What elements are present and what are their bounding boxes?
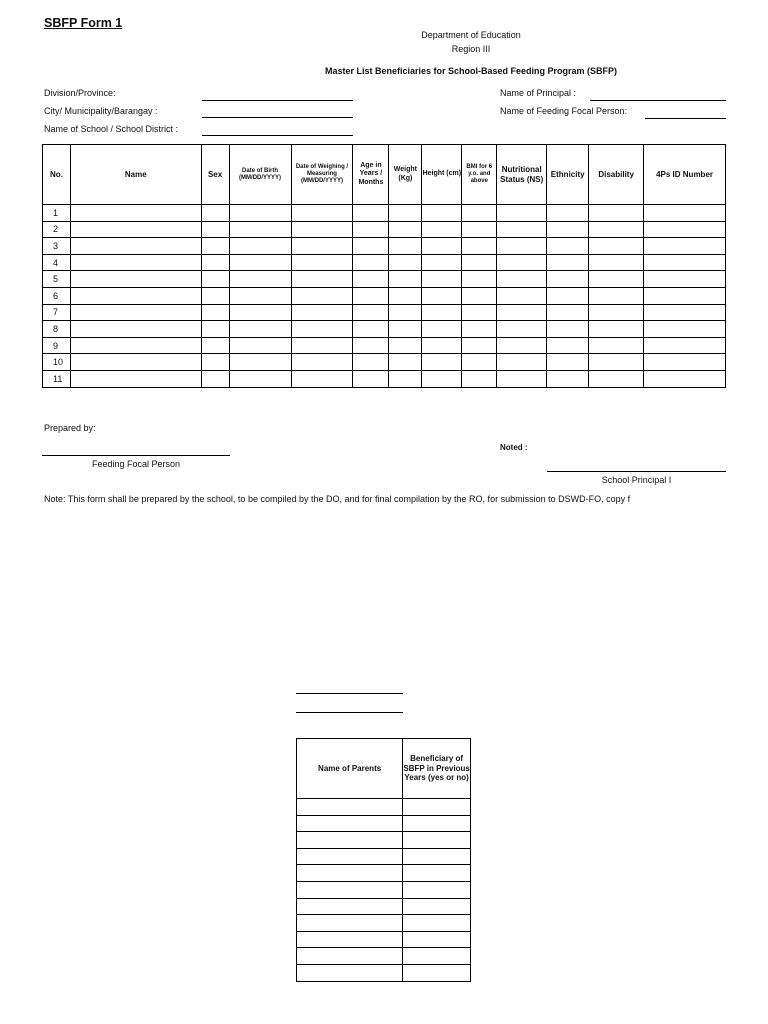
division-field[interactable] <box>202 100 353 101</box>
table-cell[interactable] <box>422 205 462 222</box>
table-cell[interactable] <box>70 370 201 387</box>
table-cell[interactable] <box>547 221 589 238</box>
school-principal-label: School Principal I <box>601 475 672 485</box>
table-row <box>43 254 726 271</box>
blank-line-2[interactable] <box>296 712 403 713</box>
parents-table-cell[interactable] <box>403 964 471 981</box>
table-cell[interactable] <box>389 238 422 255</box>
table-cell[interactable] <box>291 287 353 304</box>
table-cell[interactable] <box>291 205 353 222</box>
col-disability: Disability <box>589 145 644 205</box>
table-cell[interactable] <box>644 254 726 271</box>
table-cell[interactable] <box>353 321 389 338</box>
table-cell[interactable] <box>291 304 353 321</box>
table-cell[interactable] <box>70 221 201 238</box>
table-cell[interactable] <box>462 271 497 288</box>
parents-table-cell[interactable] <box>297 799 403 816</box>
table-row <box>43 304 726 321</box>
table-cell[interactable] <box>389 287 422 304</box>
table-cell[interactable] <box>589 238 644 255</box>
table-row <box>43 221 726 238</box>
table-cell[interactable] <box>229 254 291 271</box>
table-cell[interactable] <box>644 370 726 387</box>
table-row <box>43 271 726 288</box>
table-cell[interactable] <box>70 254 201 271</box>
table-cell[interactable] <box>547 287 589 304</box>
parents-table-row <box>297 881 471 898</box>
table-cell[interactable] <box>547 354 589 371</box>
parents-table-cell[interactable] <box>297 848 403 865</box>
form-note: Note: This form shall be prepared by the school, to be compiled by the DO, and for final compilation by the RO, for submission to DSWD-FO, copy f <box>44 494 631 504</box>
table-cell[interactable] <box>644 304 726 321</box>
parents-table-row <box>297 948 471 965</box>
parents-table <box>296 738 471 982</box>
table-cell[interactable] <box>462 238 497 255</box>
table-row <box>43 337 726 354</box>
table-row <box>43 354 726 371</box>
parents-table-cell[interactable] <box>403 832 471 849</box>
table-cell[interactable] <box>291 221 353 238</box>
table-cell[interactable] <box>422 370 462 387</box>
table-cell[interactable] <box>644 287 726 304</box>
table-cell[interactable] <box>589 221 644 238</box>
row-number: 4 <box>43 254 71 271</box>
table-cell[interactable] <box>291 370 353 387</box>
table-cell[interactable] <box>422 304 462 321</box>
col-nutritional-status: Nutritional Status (NS) <box>497 145 547 205</box>
parents-table-cell[interactable] <box>403 799 471 816</box>
table-cell[interactable] <box>201 354 229 371</box>
table-cell[interactable] <box>497 321 547 338</box>
parents-table-cell[interactable] <box>297 964 403 981</box>
table-cell[interactable] <box>644 321 726 338</box>
table-cell[interactable] <box>389 254 422 271</box>
table-cell[interactable] <box>201 205 229 222</box>
blank-line-1[interactable] <box>296 693 403 694</box>
table-cell[interactable] <box>497 205 547 222</box>
table-cell[interactable] <box>422 238 462 255</box>
table-cell[interactable] <box>201 321 229 338</box>
table-row <box>43 321 726 338</box>
document-title: Master List Beneficiaries for School-Based Feeding Program (SBFP) <box>324 66 618 76</box>
table-cell[interactable] <box>389 221 422 238</box>
table-cell[interactable] <box>229 238 291 255</box>
col-date-of-weighing: Date of Weighing / Measuring (MM/DD/YYYY) <box>291 145 353 205</box>
col-age: Age in Years / Months <box>353 145 389 205</box>
noted-label: Noted : <box>500 443 528 452</box>
table-cell[interactable] <box>547 321 589 338</box>
table-cell[interactable] <box>353 354 389 371</box>
table-cell[interactable] <box>497 287 547 304</box>
table-cell[interactable] <box>644 337 726 354</box>
table-cell[interactable] <box>422 354 462 371</box>
row-number: 8 <box>43 321 71 338</box>
table-cell[interactable] <box>201 271 229 288</box>
prepared-by-label: Prepared by: <box>44 423 96 433</box>
parents-table-cell[interactable] <box>403 865 471 882</box>
table-cell[interactable] <box>547 337 589 354</box>
table-cell[interactable] <box>229 337 291 354</box>
table-cell[interactable] <box>547 238 589 255</box>
table-cell[interactable] <box>422 221 462 238</box>
table-cell[interactable] <box>589 370 644 387</box>
table-cell[interactable] <box>644 354 726 371</box>
table-cell[interactable] <box>70 337 201 354</box>
table-cell[interactable] <box>497 238 547 255</box>
table-cell[interactable] <box>291 337 353 354</box>
row-number: 9 <box>43 337 71 354</box>
table-cell[interactable] <box>353 221 389 238</box>
city-field[interactable] <box>202 117 353 118</box>
col-4ps-id: 4Ps ID Number <box>644 145 726 205</box>
table-cell[interactable] <box>229 304 291 321</box>
table-cell[interactable] <box>462 354 497 371</box>
table-cell[interactable] <box>291 354 353 371</box>
parents-table-cell[interactable] <box>297 915 403 932</box>
table-cell[interactable] <box>589 304 644 321</box>
table-cell[interactable] <box>291 238 353 255</box>
table-cell[interactable] <box>547 304 589 321</box>
table-cell[interactable] <box>229 370 291 387</box>
table-cell[interactable] <box>422 337 462 354</box>
col-height: Height (cm) <box>422 145 462 205</box>
parents-table-cell[interactable] <box>403 815 471 832</box>
table-cell[interactable] <box>589 354 644 371</box>
focal-person-label: Name of Feeding Focal Person: <box>500 106 628 116</box>
table-cell[interactable] <box>201 370 229 387</box>
table-cell[interactable] <box>389 354 422 371</box>
table-cell[interactable] <box>462 337 497 354</box>
parents-table-row <box>297 915 471 932</box>
table-cell[interactable] <box>70 321 201 338</box>
row-number: 6 <box>43 287 71 304</box>
row-number: 3 <box>43 238 71 255</box>
table-cell[interactable] <box>462 304 497 321</box>
parents-table-cell[interactable] <box>297 815 403 832</box>
table-cell[interactable] <box>389 370 422 387</box>
department-heading: Department of Education <box>421 30 521 40</box>
table-cell[interactable] <box>353 287 389 304</box>
parents-table-cell[interactable] <box>297 948 403 965</box>
table-cell[interactable] <box>644 221 726 238</box>
table-cell[interactable] <box>462 287 497 304</box>
row-number: 7 <box>43 304 71 321</box>
table-row <box>43 287 726 304</box>
parents-table-cell[interactable] <box>297 881 403 898</box>
col-name-of-parents: Name of Parents <box>297 739 403 799</box>
parents-table-cell[interactable] <box>403 948 471 965</box>
table-cell[interactable] <box>70 271 201 288</box>
parents-table-cell[interactable] <box>403 848 471 865</box>
table-cell[interactable] <box>547 254 589 271</box>
table-cell[interactable] <box>201 238 229 255</box>
col-ethnicity: Ethnicity <box>547 145 589 205</box>
table-cell[interactable] <box>229 321 291 338</box>
table-cell[interactable] <box>229 205 291 222</box>
table-cell[interactable] <box>497 354 547 371</box>
table-cell[interactable] <box>353 337 389 354</box>
col-name: Name <box>70 145 201 205</box>
table-cell[interactable] <box>589 205 644 222</box>
table-cell[interactable] <box>589 337 644 354</box>
school-field[interactable] <box>202 135 353 136</box>
table-cell[interactable] <box>201 287 229 304</box>
table-cell[interactable] <box>389 304 422 321</box>
table-cell[interactable] <box>589 254 644 271</box>
row-number: 10 <box>43 354 71 371</box>
table-cell[interactable] <box>589 271 644 288</box>
table-cell[interactable] <box>201 254 229 271</box>
table-cell[interactable] <box>229 221 291 238</box>
table-cell[interactable] <box>497 271 547 288</box>
beneficiaries-table <box>42 144 726 388</box>
table-cell[interactable] <box>589 321 644 338</box>
parents-table-row <box>297 964 471 981</box>
parents-table-row <box>297 931 471 948</box>
table-cell[interactable] <box>547 370 589 387</box>
parents-table-cell[interactable] <box>403 881 471 898</box>
col-beneficiary-previous-years: Beneficiary of SBFP in Previous Years (yes or no) <box>403 739 471 799</box>
row-number: 11 <box>43 370 71 387</box>
table-cell[interactable] <box>462 370 497 387</box>
table-cell[interactable] <box>589 287 644 304</box>
table-cell[interactable] <box>644 271 726 288</box>
table-cell[interactable] <box>389 205 422 222</box>
row-number: 5 <box>43 271 71 288</box>
table-cell[interactable] <box>462 205 497 222</box>
parents-table-row <box>297 799 471 816</box>
school-label: Name of School / School District : <box>44 124 179 134</box>
parents-table-cell[interactable] <box>403 915 471 932</box>
parents-table-row <box>297 865 471 882</box>
table-cell[interactable] <box>422 287 462 304</box>
table-cell[interactable] <box>644 238 726 255</box>
table-cell[interactable] <box>70 287 201 304</box>
col-weight: Weight (Kg) <box>389 145 422 205</box>
focal-person-field[interactable] <box>645 118 726 119</box>
parents-table-cell[interactable] <box>297 898 403 915</box>
table-cell[interactable] <box>70 238 201 255</box>
table-cell[interactable] <box>497 221 547 238</box>
table-cell[interactable] <box>201 221 229 238</box>
col-bmi: BMI for 6 y.o. and above <box>462 145 497 205</box>
table-cell[interactable] <box>422 271 462 288</box>
table-cell[interactable] <box>389 337 422 354</box>
parents-table-cell[interactable] <box>403 931 471 948</box>
principal-label: Name of Principal : <box>500 88 577 98</box>
row-number: 1 <box>43 205 71 222</box>
parents-table-row <box>297 832 471 849</box>
table-row <box>43 370 726 387</box>
col-sex: Sex <box>201 145 229 205</box>
parents-table-cell[interactable] <box>297 832 403 849</box>
table-cell[interactable] <box>497 254 547 271</box>
parents-table-cell[interactable] <box>403 898 471 915</box>
table-row <box>43 238 726 255</box>
table-cell[interactable] <box>70 304 201 321</box>
table-cell[interactable] <box>353 254 389 271</box>
table-header-row <box>43 145 726 205</box>
parents-table-cell[interactable] <box>297 931 403 948</box>
table-cell[interactable] <box>201 304 229 321</box>
table-cell[interactable] <box>462 321 497 338</box>
table-cell[interactable] <box>462 254 497 271</box>
table-cell[interactable] <box>229 354 291 371</box>
table-cell[interactable] <box>353 271 389 288</box>
parents-table-row <box>297 898 471 915</box>
table-cell[interactable] <box>353 205 389 222</box>
feeding-focal-person-label: Feeding Focal Person <box>91 459 181 469</box>
prepared-by-signature-line[interactable] <box>42 455 230 456</box>
table-cell[interactable] <box>291 254 353 271</box>
table-cell[interactable] <box>201 337 229 354</box>
parents-table-cell[interactable] <box>297 865 403 882</box>
table-cell[interactable] <box>70 354 201 371</box>
table-cell[interactable] <box>497 370 547 387</box>
table-cell[interactable] <box>229 271 291 288</box>
city-label: City/ Municipality/Barangay : <box>44 106 158 116</box>
table-cell[interactable] <box>229 287 291 304</box>
table-cell[interactable] <box>462 221 497 238</box>
table-row <box>43 205 726 222</box>
noted-signature-line[interactable] <box>547 471 726 472</box>
table-cell[interactable] <box>497 304 547 321</box>
form-title: SBFP Form 1 <box>44 16 123 30</box>
table-cell[interactable] <box>547 271 589 288</box>
table-cell[interactable] <box>389 321 422 338</box>
table-cell[interactable] <box>70 205 201 222</box>
parents-table-row <box>297 815 471 832</box>
parents-table-row <box>297 848 471 865</box>
table-cell[interactable] <box>291 321 353 338</box>
col-no: No. <box>43 145 71 205</box>
table-cell[interactable] <box>422 254 462 271</box>
table-cell[interactable] <box>644 205 726 222</box>
row-number: 2 <box>43 221 71 238</box>
table-cell[interactable] <box>497 337 547 354</box>
table-cell[interactable] <box>389 271 422 288</box>
col-date-of-birth: Date of Birth (MM/DD/YYYY) <box>229 145 291 205</box>
table-cell[interactable] <box>422 321 462 338</box>
table-cell[interactable] <box>353 370 389 387</box>
table-cell[interactable] <box>353 304 389 321</box>
parents-header-row <box>297 739 471 799</box>
region-heading: Region III <box>451 44 491 54</box>
table-cell[interactable] <box>547 205 589 222</box>
table-cell[interactable] <box>353 238 389 255</box>
principal-field[interactable] <box>590 100 726 101</box>
division-label: Division/Province: <box>44 88 116 98</box>
table-cell[interactable] <box>291 271 353 288</box>
